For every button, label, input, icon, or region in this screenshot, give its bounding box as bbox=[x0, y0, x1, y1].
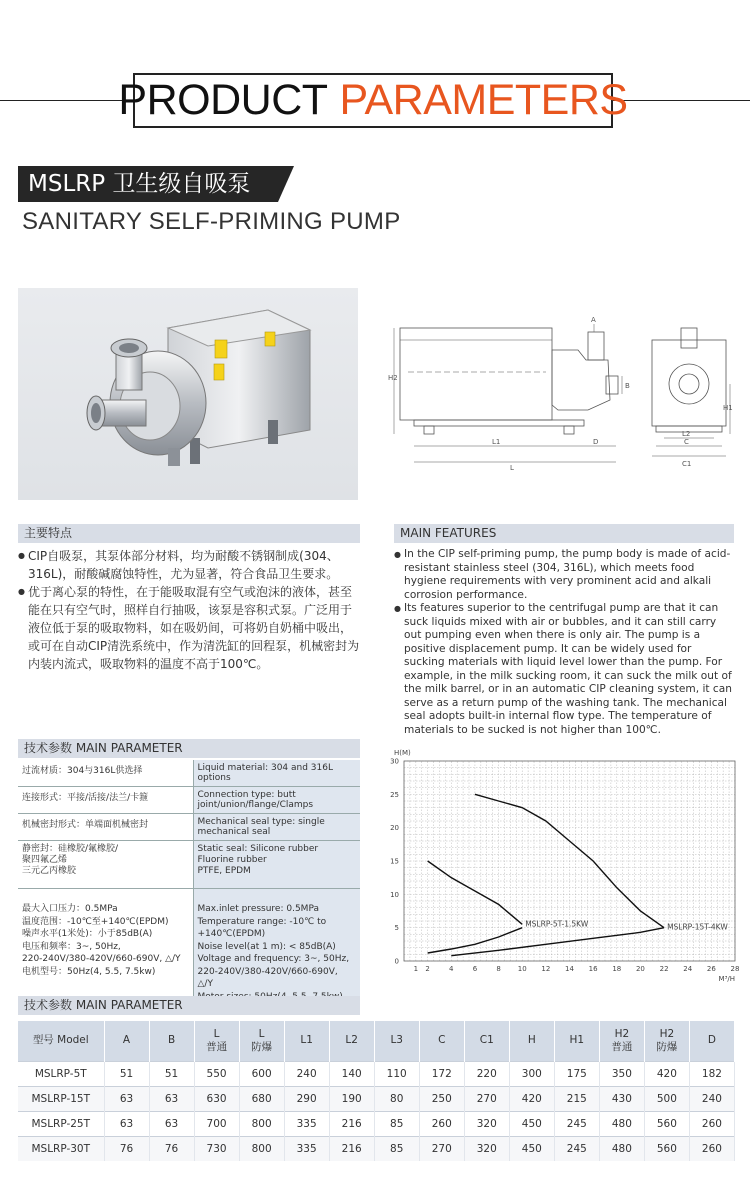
features-heading-en: MAIN FEATURES bbox=[394, 524, 734, 543]
table-cell: 76 bbox=[149, 1136, 194, 1161]
y-tick-label: 15 bbox=[390, 857, 399, 866]
model-name-cell: MSLRP-25T bbox=[18, 1111, 104, 1136]
y-tick-label: 5 bbox=[394, 924, 399, 933]
x-tick-label: 22 bbox=[659, 965, 669, 973]
table-cell: 85 bbox=[374, 1136, 419, 1161]
table-cell: 240 bbox=[689, 1086, 734, 1111]
model-table bbox=[18, 1021, 735, 1161]
x-tick-label: 26 bbox=[706, 965, 716, 973]
col-c1: C1 bbox=[464, 1021, 509, 1061]
dim-label-h2: H2 bbox=[388, 374, 398, 382]
param-cn: 连接形式：平接/活接/法兰/卡箍 bbox=[18, 787, 193, 814]
title-word-product: PRODUCT bbox=[118, 76, 328, 124]
table-cell: 450 bbox=[509, 1111, 554, 1136]
table-cell: 260 bbox=[689, 1111, 734, 1136]
param-cn: 过流材质：304与316L供选择 bbox=[18, 760, 193, 787]
x-tick-label: 20 bbox=[635, 965, 645, 973]
table-cell: 560 bbox=[644, 1136, 689, 1161]
performance-chart bbox=[380, 736, 740, 986]
y-tick-label: 25 bbox=[390, 790, 399, 799]
table-cell: 300 bbox=[509, 1061, 554, 1086]
table-cell: 51 bbox=[104, 1061, 149, 1086]
param-row bbox=[18, 814, 360, 841]
dim-label-c: C bbox=[684, 438, 689, 446]
table-cell: 500 bbox=[644, 1086, 689, 1111]
table-cell: 335 bbox=[284, 1136, 329, 1161]
table-cell: 245 bbox=[554, 1136, 599, 1161]
col-l2: L2 bbox=[329, 1021, 374, 1061]
table-row bbox=[18, 1061, 735, 1086]
x-tick-label: 10 bbox=[517, 965, 527, 973]
title-word-parameters: PARAMETERS bbox=[339, 76, 628, 124]
table-cell: 63 bbox=[149, 1111, 194, 1136]
param-row bbox=[18, 760, 360, 787]
table-cell: 240 bbox=[284, 1061, 329, 1086]
header-rule-left bbox=[0, 100, 134, 101]
table-cell: 140 bbox=[329, 1061, 374, 1086]
table-row bbox=[18, 1136, 735, 1161]
x-tick-label: 28 bbox=[730, 965, 740, 973]
table-cell: 190 bbox=[329, 1086, 374, 1111]
param-en: Connection type: butt joint/union/flange/Clamps bbox=[193, 787, 360, 814]
feature-cn-1: ● CIP自吸泵，其泵体部分材料，均为耐酸不锈钢制成(304、316L)，耐酸碱腐蚀特性，尤为显著，符合食品卫生要求。 bbox=[18, 547, 360, 583]
table-cell: 260 bbox=[689, 1136, 734, 1161]
table-cell: 182 bbox=[689, 1061, 734, 1086]
table-cell: 560 bbox=[644, 1111, 689, 1136]
table-row bbox=[18, 1111, 735, 1136]
series-label-0: MSLRP-5T-1.5KW bbox=[525, 919, 589, 929]
pump-dimension-drawing bbox=[388, 310, 734, 480]
y-tick-label: 0 bbox=[394, 957, 399, 966]
param-en: Max.inlet pressure: 0.5MPa Temperature range: -10℃ to +140℃(EPDM) Noise level(at 1 m): < 85dB(A) Voltage and frequency: 3~, 50Hz, 220-240V/380-420V/660-690V, △/Y bbox=[193, 889, 360, 1007]
table-cell: 172 bbox=[419, 1061, 464, 1086]
dim-label-l: L bbox=[510, 464, 514, 472]
model-heading: 技术参数 MAIN PARAMETER bbox=[18, 996, 360, 1015]
table-cell: 680 bbox=[239, 1086, 284, 1111]
x-axis-label: M³/H bbox=[718, 975, 735, 983]
table-cell: 245 bbox=[554, 1111, 599, 1136]
col-l1: L1 bbox=[284, 1021, 329, 1061]
y-tick-label: 10 bbox=[390, 890, 399, 899]
header-rule-right bbox=[612, 100, 750, 101]
table-cell: 480 bbox=[599, 1111, 644, 1136]
table-cell: 76 bbox=[104, 1136, 149, 1161]
table-cell: 335 bbox=[284, 1111, 329, 1136]
x-tick-label: 16 bbox=[588, 965, 598, 973]
y-axis-label: H(M) bbox=[394, 749, 411, 757]
table-cell: 800 bbox=[239, 1111, 284, 1136]
feature-cn-2: ● 优于离心泵的特性，在于能吸取混有空气或泡沫的液体，甚至能在只有空气时，照样自行抽吸，该泵是容积式泵。广泛用于液位低于泵的吸取物料，如在吸奶间，可将奶自奶桶中吸出，或可在自动CIP清洗系统中，作为清洗缸的回程泵，机械密封为内装内流式，吸取物料的温度不高于100℃。 bbox=[18, 583, 360, 673]
table-cell: 290 bbox=[284, 1086, 329, 1111]
param-cn: 静密封：硅橡胶/氟橡胶/ 聚四氟乙烯 三元乙丙橡胶 bbox=[18, 841, 193, 889]
param-row bbox=[18, 841, 360, 889]
x-tick-label: 4 bbox=[449, 965, 454, 973]
x-tick-label: 24 bbox=[683, 965, 693, 973]
table-cell: 250 bbox=[419, 1086, 464, 1111]
product-title-en: SANITARY SELF-PRIMING PUMP bbox=[22, 208, 401, 235]
table-cell: 730 bbox=[194, 1136, 239, 1161]
x-tick-label: 2 bbox=[425, 965, 430, 973]
param-cn: 最大入口压力：0.5MPa 温度范围：-10℃至+140℃(EPDM) 噪声水平(1米处)：小于85dB(A) 电压和频率：3~, 50Hz, 220-240V/380-420V/660-690V, △/Y 电机型号：50Hz(4, 5.5, 7.5kw) bbox=[18, 889, 193, 1007]
col-l3: L3 bbox=[374, 1021, 419, 1061]
x-tick-label: 18 bbox=[612, 965, 622, 973]
col-l-explosion: L 防爆 bbox=[239, 1021, 284, 1061]
x-tick-label: 8 bbox=[496, 965, 501, 973]
feature-en-2: ● Its features superior to the centrifugal pump are that it can suck liquids mixed with air or bubbles, and it can still carry out pumping even when there is only air. The pump is a positive displacement pump. It can be widely used for sucking materials with liquid level lower than the pump. For example, in the milk sucking room, it can suck the milk out of the milk barrel, or in an automatic CIP cleaning system, it can serve as a return pump of the washing tank. The mechanical seal adopts built-in internal flow type. The temperature of materials to be sucked is not higher than 100℃. bbox=[394, 602, 734, 737]
dim-label-d: D bbox=[593, 438, 599, 446]
param-en: Liquid material: 304 and 316L options bbox=[193, 760, 360, 787]
x-tick-label: 14 bbox=[565, 965, 574, 973]
param-en: Static seal: Silicone rubber Fluorine rubber PTFE, EPDM bbox=[193, 841, 360, 889]
product-title-cn: MSLRP 卫生级自吸泵 bbox=[18, 166, 278, 202]
table-cell: 420 bbox=[509, 1086, 554, 1111]
y-tick-label: 20 bbox=[390, 824, 399, 833]
table-cell: 800 bbox=[239, 1136, 284, 1161]
table-cell: 350 bbox=[599, 1061, 644, 1086]
table-cell: 420 bbox=[644, 1061, 689, 1086]
col-d: D bbox=[689, 1021, 734, 1061]
col-a: A bbox=[104, 1021, 149, 1061]
table-cell: 51 bbox=[149, 1061, 194, 1086]
features-cn-list bbox=[18, 547, 360, 673]
model-name-cell: MSLRP-15T bbox=[18, 1086, 104, 1111]
param-en: Mechanical seal type: single mechanical seal bbox=[193, 814, 360, 841]
x-tick-label: 12 bbox=[541, 965, 551, 973]
table-cell: 220 bbox=[464, 1061, 509, 1086]
page-title bbox=[118, 73, 628, 128]
dim-label-l1: L1 bbox=[492, 438, 501, 446]
col-h2-explosion: H2 防爆 bbox=[644, 1021, 689, 1061]
param-row bbox=[18, 889, 360, 1007]
col-h1: H1 bbox=[554, 1021, 599, 1061]
table-cell: 110 bbox=[374, 1061, 419, 1086]
model-table-header bbox=[18, 1021, 735, 1061]
table-cell: 700 bbox=[194, 1111, 239, 1136]
table-cell: 430 bbox=[599, 1086, 644, 1111]
dim-label-a: A bbox=[591, 316, 596, 324]
pump-photo bbox=[18, 288, 358, 500]
table-cell: 216 bbox=[329, 1111, 374, 1136]
table-cell: 550 bbox=[194, 1061, 239, 1086]
x-tick-label: 6 bbox=[472, 965, 478, 973]
y-tick-label: 30 bbox=[390, 757, 399, 766]
table-cell: 480 bbox=[599, 1136, 644, 1161]
table-row bbox=[18, 1086, 735, 1111]
table-cell: 63 bbox=[104, 1111, 149, 1136]
col-b: B bbox=[149, 1021, 194, 1061]
param-row bbox=[18, 787, 360, 814]
table-cell: 85 bbox=[374, 1111, 419, 1136]
table-cell: 320 bbox=[464, 1111, 509, 1136]
table-cell: 216 bbox=[329, 1136, 374, 1161]
dim-label-b: B bbox=[625, 382, 630, 390]
table-cell: 270 bbox=[419, 1136, 464, 1161]
table-cell: 450 bbox=[509, 1136, 554, 1161]
col-h: H bbox=[509, 1021, 554, 1061]
table-cell: 600 bbox=[239, 1061, 284, 1086]
param-heading: 技术参数 MAIN PARAMETER bbox=[18, 739, 360, 758]
param-table bbox=[18, 760, 360, 1007]
col-model: 型号 Model bbox=[18, 1021, 104, 1061]
dim-label-l2: L2 bbox=[682, 430, 691, 438]
table-cell: 175 bbox=[554, 1061, 599, 1086]
model-name-cell: MSLRP-30T bbox=[18, 1136, 104, 1161]
model-name-cell: MSLRP-5T bbox=[18, 1061, 104, 1086]
features-en-list bbox=[394, 548, 734, 737]
features-heading-cn: 主要特点 bbox=[18, 524, 360, 543]
col-l-normal: L 普通 bbox=[194, 1021, 239, 1061]
table-cell: 63 bbox=[149, 1086, 194, 1111]
series-label-1: MSLRP-15T-4KW bbox=[667, 922, 728, 932]
table-cell: 260 bbox=[419, 1111, 464, 1136]
x-tick-label: 1 bbox=[413, 965, 419, 973]
table-cell: 80 bbox=[374, 1086, 419, 1111]
col-c: C bbox=[419, 1021, 464, 1061]
table-cell: 63 bbox=[104, 1086, 149, 1111]
dim-label-h1: H1 bbox=[723, 404, 733, 412]
col-h2-normal: H2 普通 bbox=[599, 1021, 644, 1061]
table-cell: 215 bbox=[554, 1086, 599, 1111]
table-cell: 630 bbox=[194, 1086, 239, 1111]
param-cn: 机械密封形式：单端面机械密封 bbox=[18, 814, 193, 841]
table-cell: 320 bbox=[464, 1136, 509, 1161]
feature-en-1: ● In the CIP self-priming pump, the pump body is made of acid-resistant stainless steel (304, 316L), which meets food hygiene requirements with very prominent acid and alkali corrosion performance. bbox=[394, 548, 734, 602]
dim-label-c1: C1 bbox=[682, 460, 692, 468]
table-cell: 270 bbox=[464, 1086, 509, 1111]
